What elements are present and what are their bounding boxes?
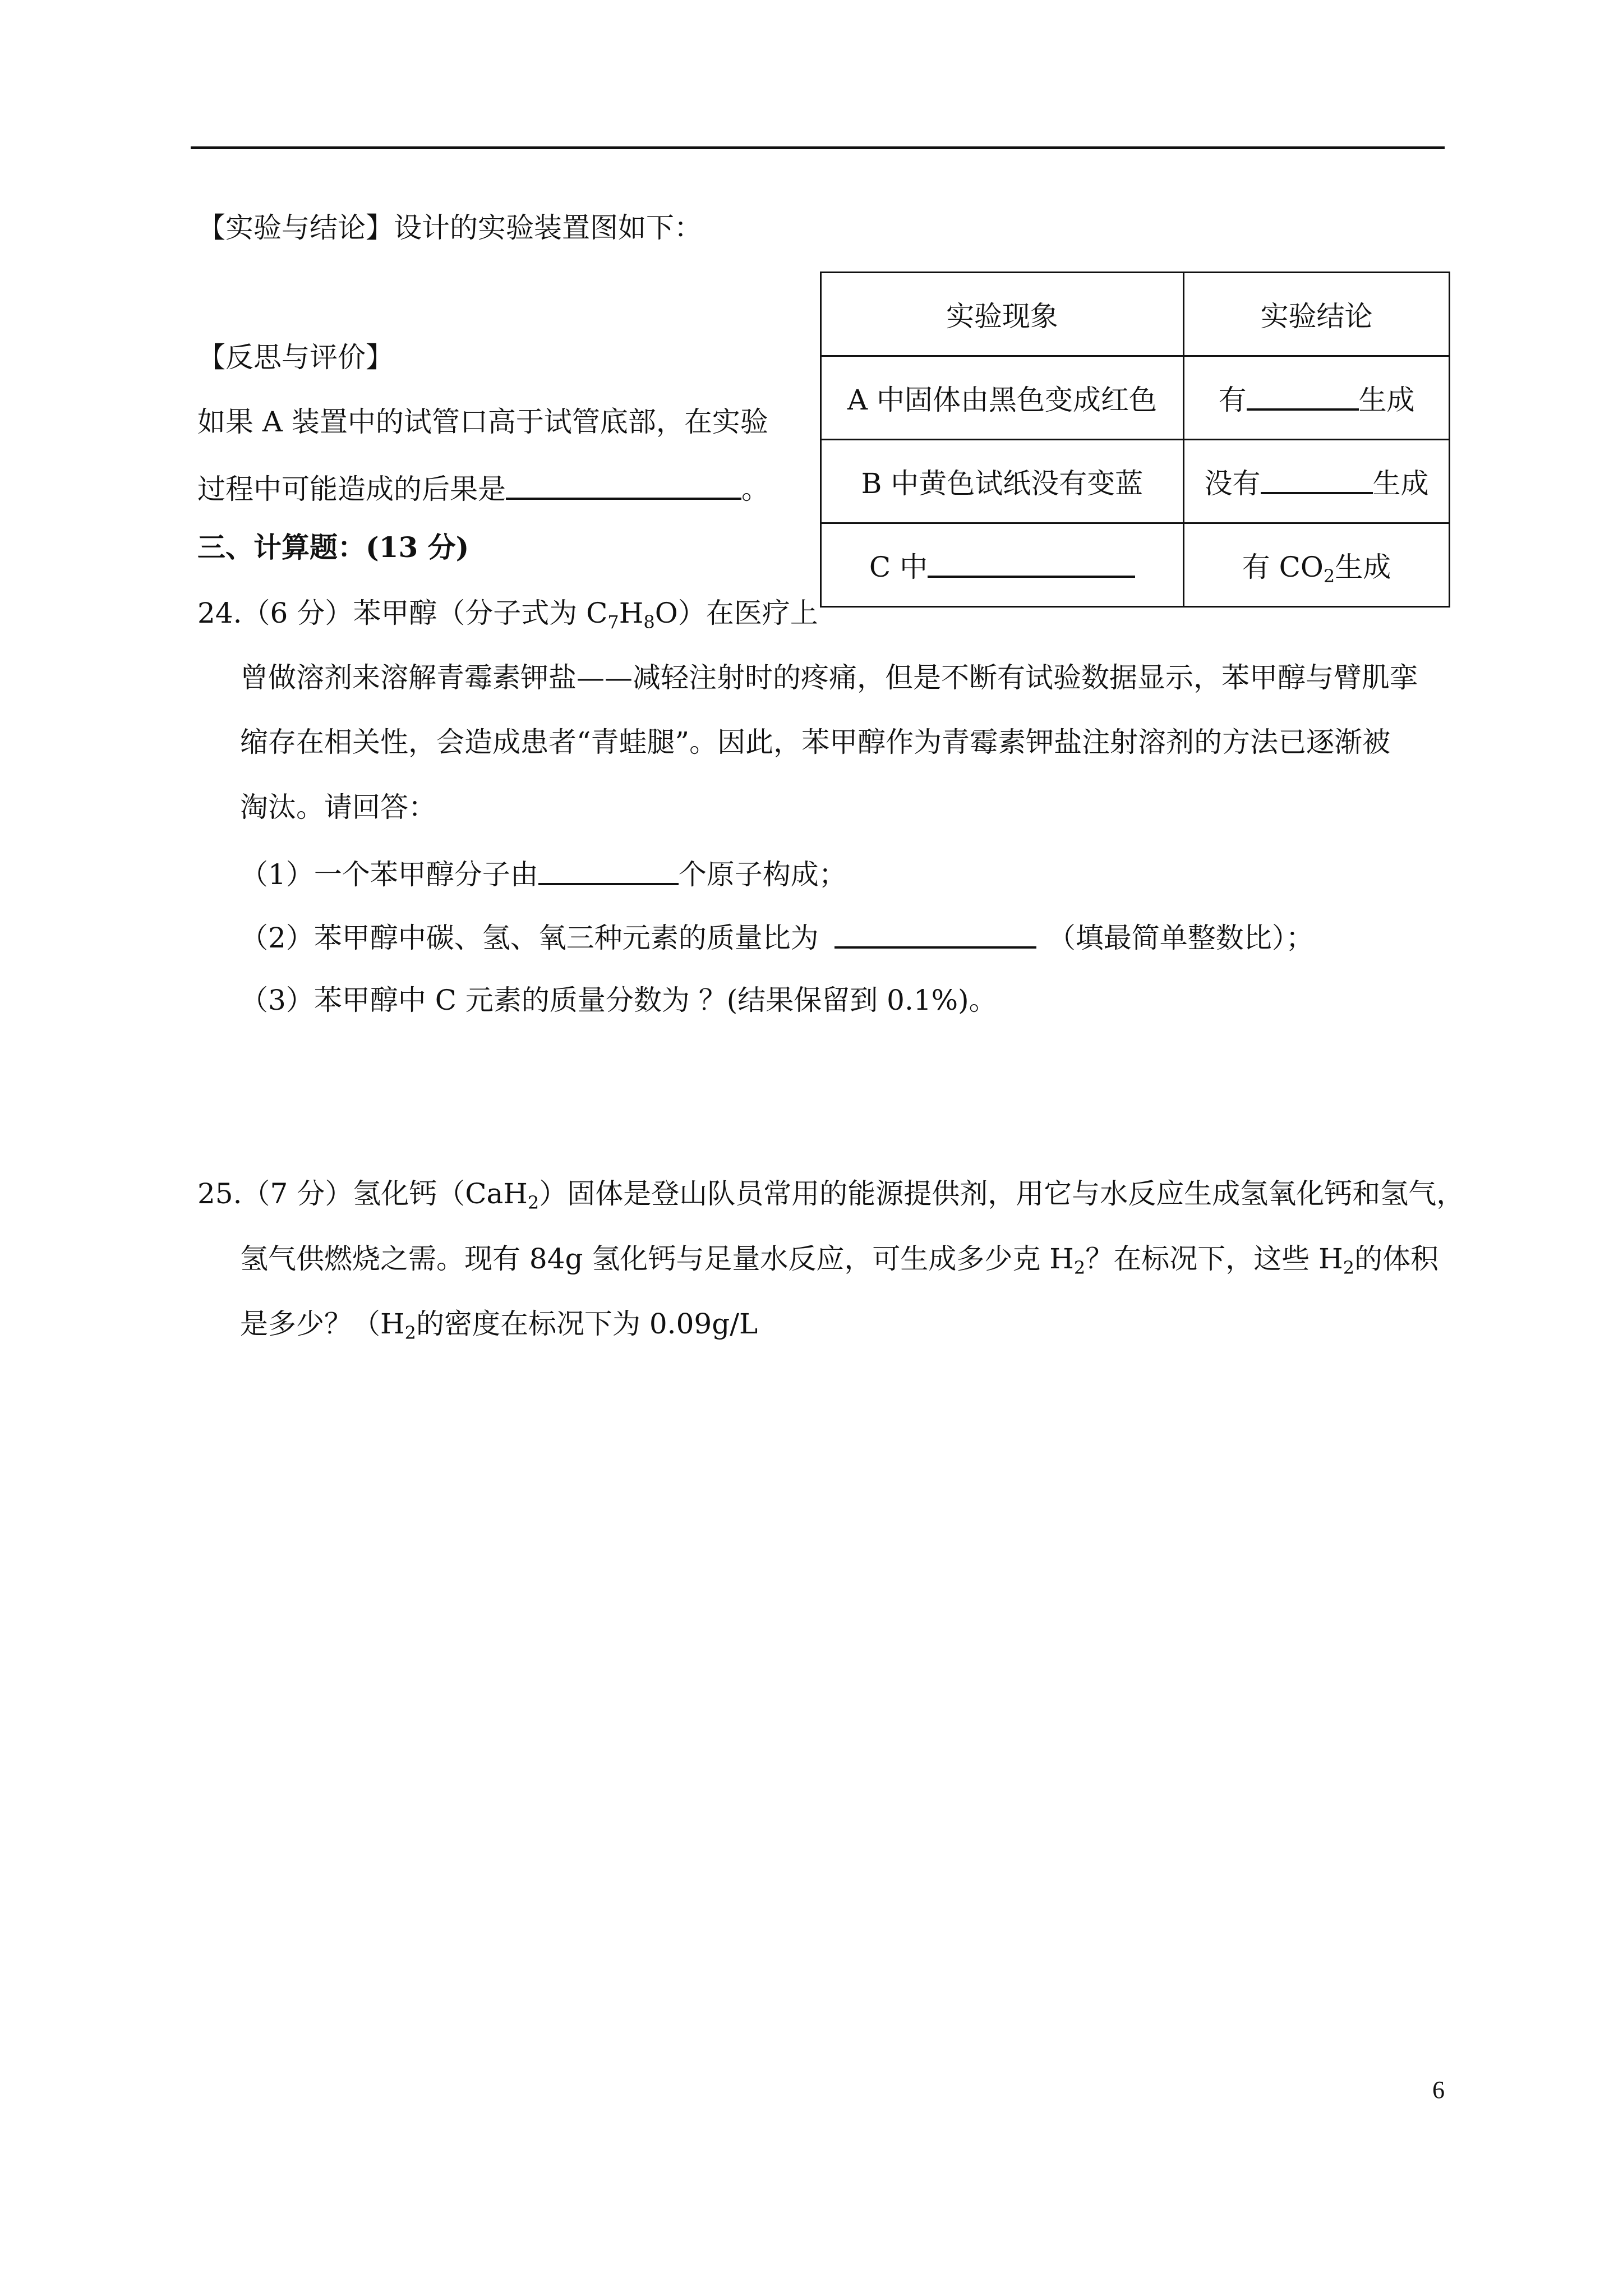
- q25-text: 氢气供燃烧之需。现有 84g 氢化钙与足量水反应，可生成多少克 H: [240, 1243, 1074, 1275]
- reflection-line-2: [197, 473, 769, 503]
- results-table: [820, 272, 1450, 608]
- table-row: [821, 523, 1450, 607]
- conclusion-prefix: 有: [1218, 384, 1247, 416]
- table-cell: [1184, 523, 1450, 607]
- phenomenon-prefix: C 中: [869, 551, 928, 583]
- conclusion-prefix: 有 CO: [1242, 551, 1324, 583]
- table-row: [821, 273, 1450, 356]
- conclusion-prefix: 没有: [1204, 467, 1261, 500]
- q25-line-3: [240, 1308, 758, 1343]
- sub-question-text: （填最简单整数比）；: [1047, 922, 1314, 954]
- subscript: 2: [1343, 1257, 1355, 1278]
- q25-text: ）固体是登山队员常用的能源提供剂，用它与水反应生成氢氧化钙和氢气，: [539, 1177, 1465, 1210]
- q24-sub-question-1: [240, 858, 847, 889]
- subscript: 2: [404, 1322, 416, 1343]
- table-header-conclusion: 实验结论: [1184, 273, 1450, 356]
- page-number: 6: [1432, 2076, 1445, 2104]
- experiment-heading: 【实验与结论】设计的实验装置图如下：: [197, 211, 702, 244]
- table-cell: [1184, 356, 1450, 440]
- subscript: 2: [1073, 1257, 1086, 1278]
- q25-text: 25.（7 分）氢化钙（CaH: [197, 1177, 528, 1210]
- conclusion-suffix: 生成: [1372, 467, 1429, 500]
- subscript: 2: [1323, 565, 1335, 587]
- answer-blank[interactable]: [834, 922, 1036, 949]
- q24-line-4: 淘汰。请回答：: [240, 791, 436, 823]
- sub-question-text: 个原子构成；: [678, 858, 847, 891]
- q24-line-3: 缩存在相关性，会造成患者“青蛙腿”。因此，苯甲醇作为青霉素钾盐注射溶剂的方法已逐渐被: [240, 726, 1391, 758]
- header-rule: [191, 146, 1445, 149]
- q24-sub-question-2: [240, 922, 1314, 952]
- subscript: 2: [527, 1192, 540, 1213]
- q25-line-1: [197, 1177, 1465, 1213]
- table-cell: [821, 523, 1184, 607]
- subscript: 7: [607, 611, 619, 633]
- reflection-heading: 【反思与评价】: [197, 341, 394, 374]
- table-cell: [1184, 440, 1450, 523]
- q25-line-2: [240, 1243, 1439, 1278]
- q25-text: 的体积: [1354, 1243, 1439, 1275]
- section-3-title: 三、计算题：(13 分): [197, 531, 469, 564]
- sub-question-text: （1）一个苯甲醇分子由: [240, 858, 538, 891]
- reflection-line-2-text: 过程中可能造成的后果是: [197, 473, 506, 505]
- q24-sub-question-3: （3）苯甲醇中 C 元素的质量分数为 ？(结果保留到 0.1%)。: [240, 984, 997, 1016]
- sub-question-text: （2）苯甲醇中碳、氢、氧三种元素的质量比为: [240, 922, 819, 954]
- table-row: [821, 356, 1450, 440]
- answer-blank[interactable]: [506, 473, 741, 500]
- q24-head-text: 24.（6 分）苯甲醇（分子式为 C: [197, 597, 608, 629]
- q24-head-text: H: [619, 597, 644, 629]
- answer-blank[interactable]: [1247, 384, 1359, 411]
- q24-head: [197, 597, 818, 633]
- q25-text: ？在标况下，这些 H: [1085, 1243, 1343, 1275]
- answer-blank[interactable]: [1261, 467, 1373, 494]
- table-row: [821, 440, 1450, 523]
- table-header-phenomenon: 实验现象: [821, 273, 1184, 356]
- reflection-line-1: 如果 A 装置中的试管口高于试管底部，在实验: [197, 406, 768, 438]
- q25-text: 是多少？（H: [240, 1308, 405, 1340]
- q24-head-text: O）在医疗上: [654, 597, 818, 629]
- table-cell: B 中黄色试纸没有变蓝: [821, 440, 1184, 523]
- subscript: 8: [643, 611, 655, 633]
- answer-blank[interactable]: [928, 551, 1135, 578]
- conclusion-suffix: 生成: [1358, 384, 1415, 416]
- conclusion-suffix: 生成: [1335, 551, 1391, 583]
- answer-blank[interactable]: [538, 858, 679, 885]
- reflection-line-2-end: 。: [741, 473, 769, 505]
- q24-line-2: 曾做溶剂来溶解青霉素钾盐——减轻注射时的疼痛，但是不断有试验数据显示，苯甲醇与臂肌挛: [240, 661, 1418, 694]
- table-cell: A 中固体由黑色变成红色: [821, 356, 1184, 440]
- q25-text: 的密度在标况下为 0.09g/L: [416, 1308, 758, 1340]
